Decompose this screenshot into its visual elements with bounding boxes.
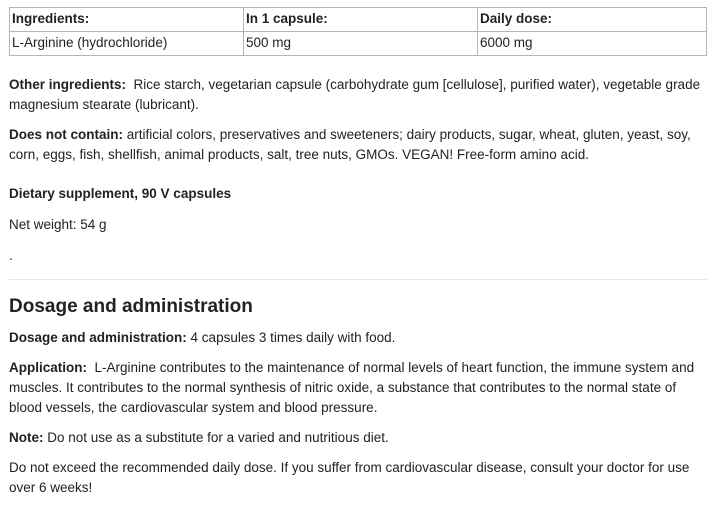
table-header-row bbox=[10, 8, 707, 32]
application-paragraph bbox=[9, 358, 709, 418]
cell-capsule-amount: 500 mg bbox=[244, 32, 478, 56]
does-not-contain-label: Does not contain: bbox=[9, 127, 123, 142]
table-row bbox=[10, 32, 707, 56]
note-label: Note: bbox=[9, 430, 44, 445]
net-weight-line: Net weight: 54 g bbox=[9, 217, 107, 232]
product-details bbox=[9, 7, 709, 498]
header-daily-dose: Daily dose: bbox=[478, 8, 707, 32]
header-ingredients: Ingredients: bbox=[10, 8, 244, 32]
section-title: Dosage and administration bbox=[9, 296, 253, 317]
dosage-paragraph bbox=[9, 328, 709, 348]
trailing-dot: . bbox=[9, 248, 13, 263]
does-not-contain-paragraph bbox=[9, 125, 709, 165]
application-label: Application: bbox=[9, 360, 87, 375]
header-in-one-capsule: In 1 capsule: bbox=[244, 8, 478, 32]
does-not-contain-text: artificial colors, preservatives and sweeteners; dairy products, sugar, wheat, gluten, yeast, soy, corn, eggs, fish, shellfish, animal products, salt, tree nuts, GMOs. VEGAN! Free-form amino acid. bbox=[9, 127, 691, 162]
ingredients-table bbox=[9, 7, 707, 56]
warning-paragraph: Do not exceed the recommended daily dose. If you suffer from cardiovascular disease, consult your doctor for use over 6 weeks! bbox=[9, 460, 690, 495]
application-text: L-Arginine contributes to the maintenance of normal levels of heart function, the immune system and muscles. It contributes to the normal synthesis of nitric oxide, a substance that contributes to the normal state of blood vessels, the cardiovascular system and blood pressure. bbox=[9, 360, 695, 415]
dietary-supplement-line: Dietary supplement, 90 V capsules bbox=[9, 186, 232, 201]
note-paragraph bbox=[9, 428, 709, 448]
cell-daily-dose: 6000 mg bbox=[478, 32, 707, 56]
other-ingredients-paragraph bbox=[9, 75, 709, 115]
note-text: Do not use as a substitute for a varied and nutritious diet. bbox=[47, 430, 389, 445]
dosage-text: 4 capsules 3 times daily with food. bbox=[190, 330, 396, 345]
section-divider bbox=[9, 279, 707, 280]
dosage-label: Dosage and administration: bbox=[9, 330, 187, 345]
other-ingredients-label: Other ingredients: bbox=[9, 77, 127, 92]
cell-ingredient-name: L-Arginine (hydrochloride) bbox=[10, 32, 244, 56]
other-ingredients-text: Rice starch, vegetarian capsule (carbohydrate gum [cellulose], purified water), vegetable grade magnesium stearate (lubricant). bbox=[9, 77, 701, 112]
